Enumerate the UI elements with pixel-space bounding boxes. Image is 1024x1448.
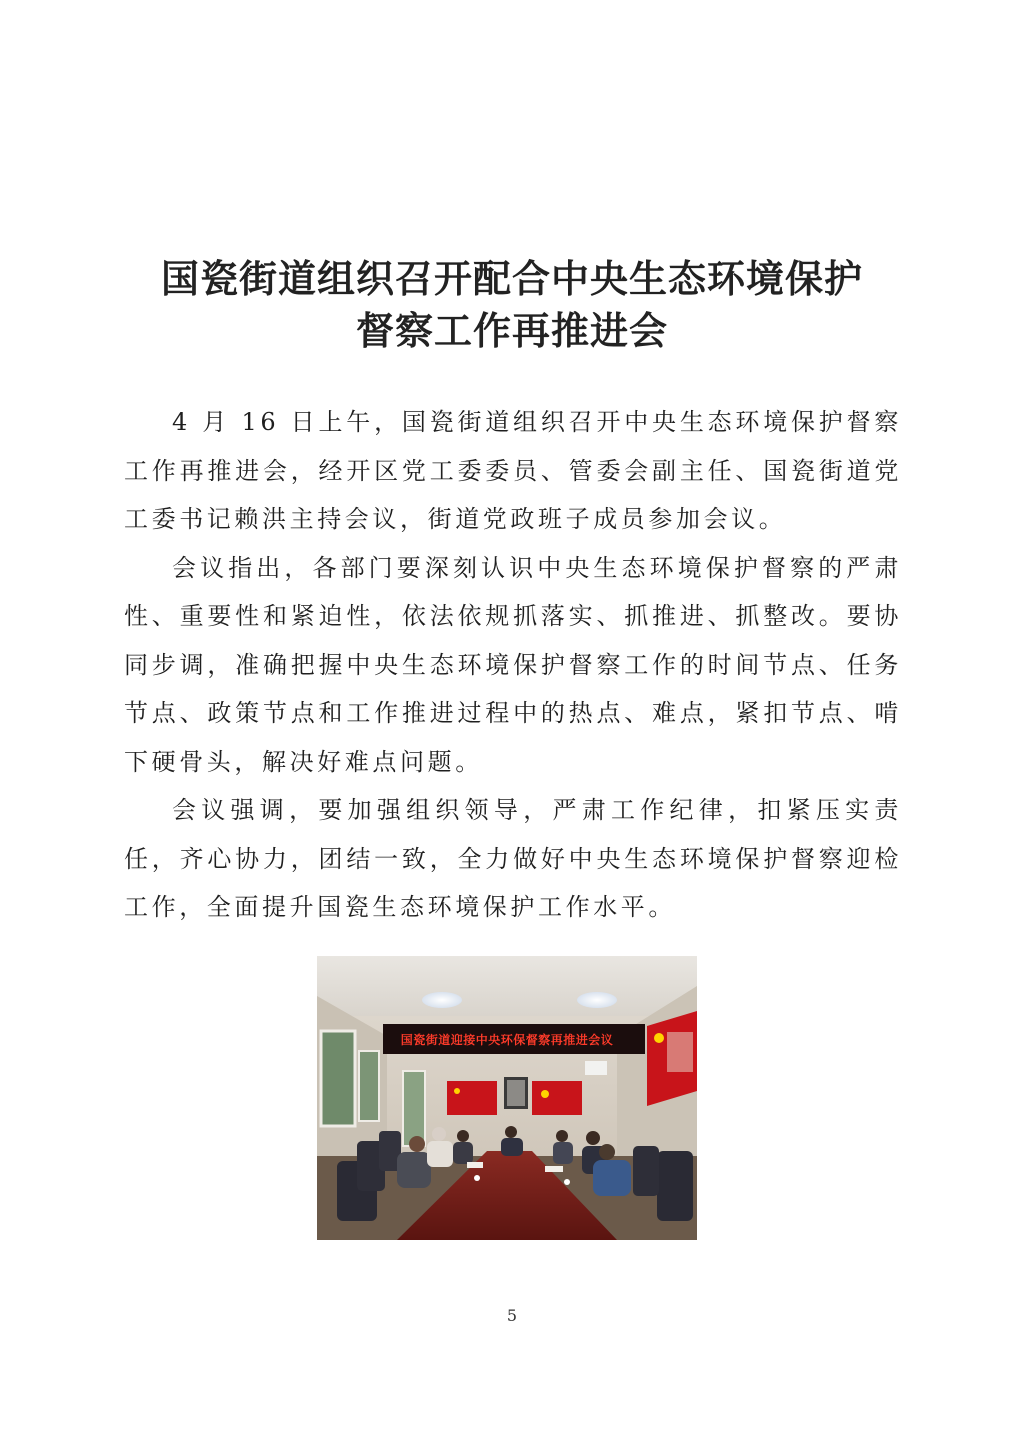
paragraph-2: 会议指出，各部门要深刻认识中央生态环境保护督察的严肃性、重要性和紧迫性，依法依规抓落实、抓推进、抓整改。要协同步调，准确把握中央生态环境保护督察工作的时间节点、任务节点、政策节点和工作推进过程中的热点、难点，紧扣节点、啃下硬骨头，解决好难点问题。: [124, 553, 902, 776]
document-title-line-2: 督察工作再推进会: [355, 308, 668, 353]
document-title-line-1: 国瓷街道组织召开配合中央生态环境保护: [160, 256, 863, 301]
meeting-photo: [317, 956, 697, 1240]
document-body: [124, 398, 902, 932]
paragraph-3: 会议强调，要加强组织领导，严肃工作纪律，扣紧压实责任，齐心协力，团结一致，全力做好中央生态环境保护督察迎检工作，全面提升国瓷生态环境保护工作水平。: [124, 796, 902, 921]
page-number: 5: [506, 1306, 518, 1325]
led-banner-text: 国瓷街道迎接中央环保督察再推进会议: [400, 1033, 614, 1047]
paragraph-1: 4 月 16 日上午，国瓷街道组织召开中央生态环境保护督察工作再推进会，经开区党工委委员、管委会副主任、国瓷街道党工委书记赖洪主持会议，街道党政班子成员参加会议。: [124, 408, 902, 533]
meeting-photo-illustration: [317, 956, 697, 1240]
